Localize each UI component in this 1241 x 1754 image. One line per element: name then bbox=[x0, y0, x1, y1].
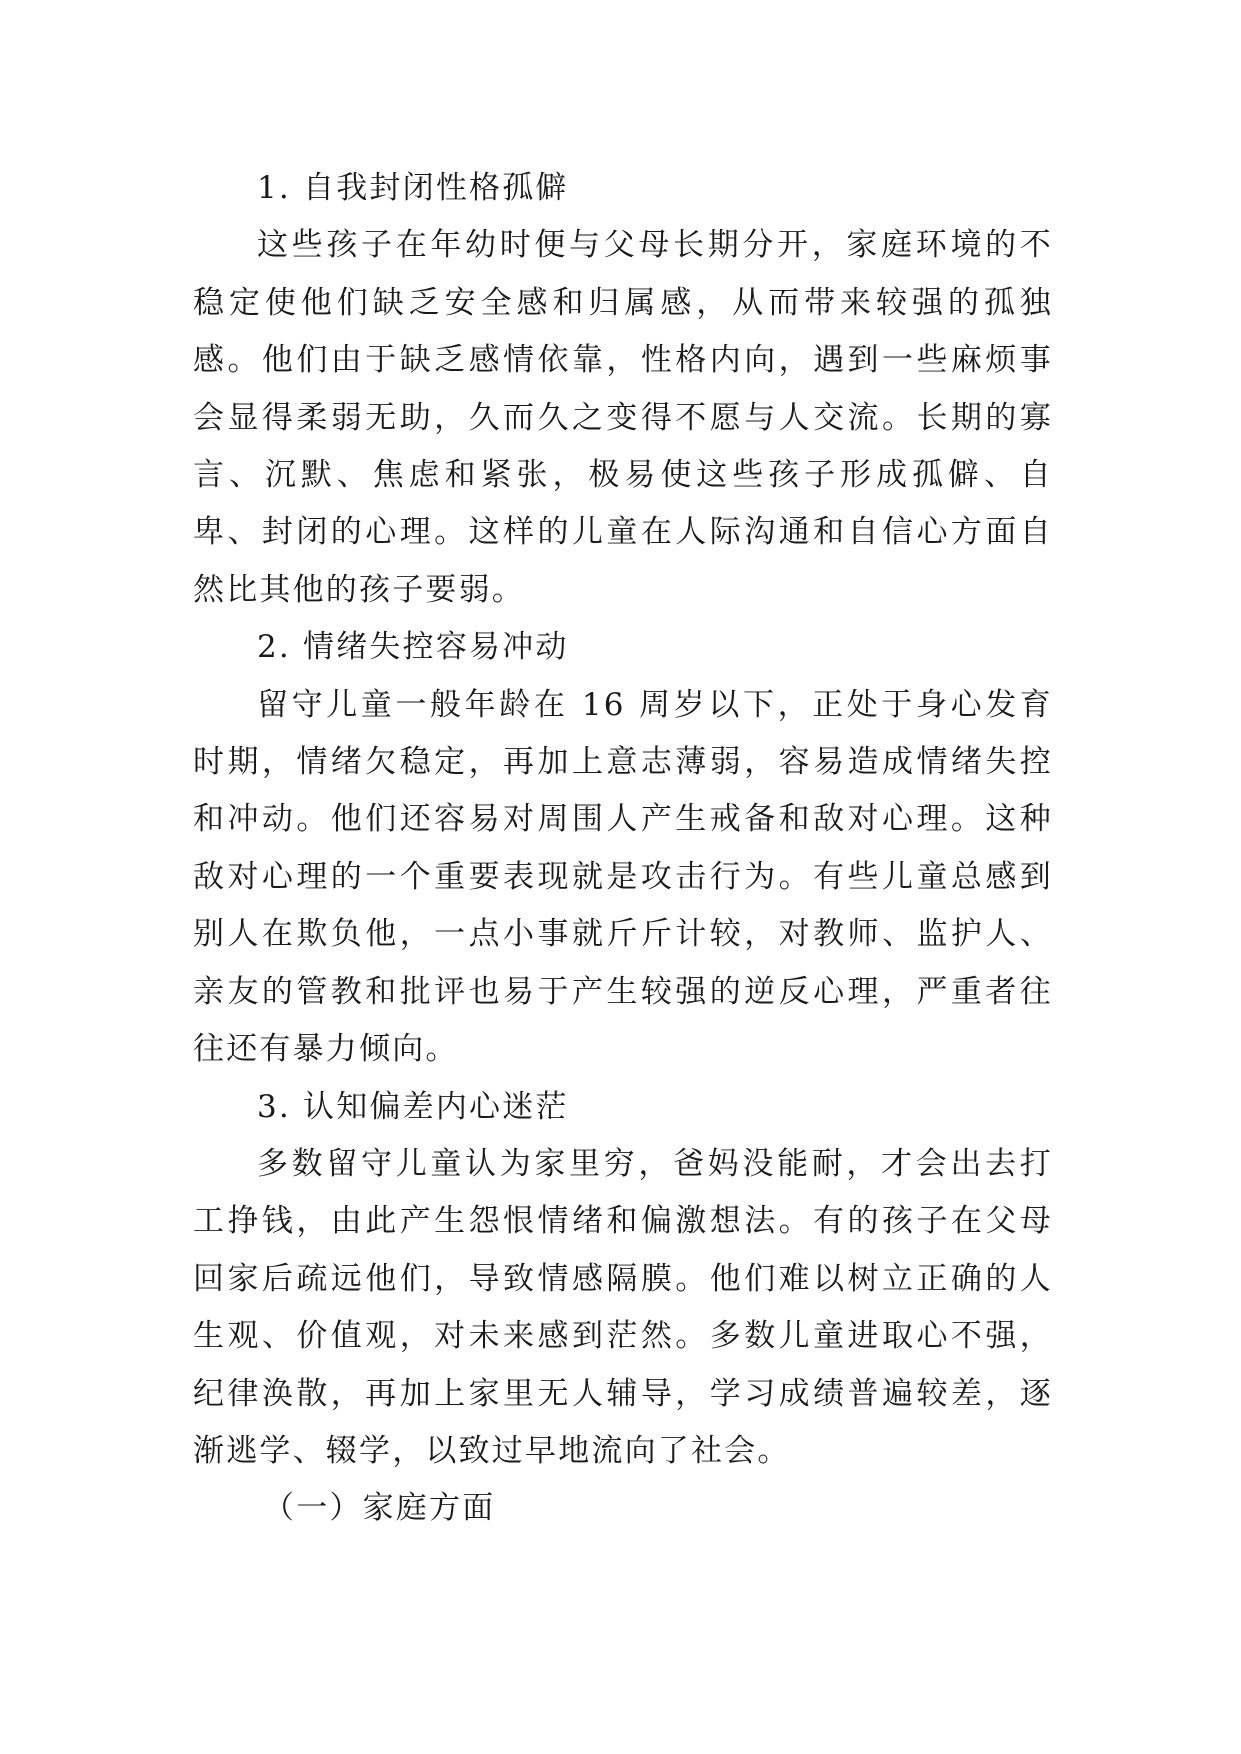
subheading-3: 3. 认知偏差内心迷茫 bbox=[257, 1088, 569, 1125]
subheading-2: 2. 情绪失控容易冲动 bbox=[257, 629, 569, 666]
section-heading: （一）家庭方面 bbox=[263, 1490, 496, 1527]
paragraph-3: 多数留守儿童认为家里穷，爸妈没能耐，才会出去打工挣钱，由此产生怨恨情绪和偏激想法。有的孩子在父母回家后疏远他们，导致情感隔膜。他们难以树立正确的人生观、价值观，对未来感到茫然。多数儿童进取心不强，纪律涣散，再加上家里无人辅导，学习成绩普遍较差，逐渐逃学、辍学，以致过早地流向了社会。 bbox=[193, 1145, 1053, 1469]
document-body bbox=[193, 160, 1053, 1538]
paragraph-2: 留守儿童一般年龄在 16 周岁以下，正处于身心发育时期，情绪欠稳定，再加上意志薄弱，容易造成情绪失控和冲动。他们还容易对周围人产生戒备和敌对心理。这种敌对心理的一个重要表现就是攻击行为。有些儿童总感到别人在欺负他，一点小事就斤斤计较，对教师、监护人、亲友的管教和批评也易于产生较强的逆反心理，严重者往往还有暴力倾向。 bbox=[193, 686, 1053, 1068]
subheading-1: 1. 自我封闭性格孤僻 bbox=[257, 170, 569, 206]
paragraph-1: 这些孩子在年幼时便与父母长期分开，家庭环境的不稳定使他们缺乏安全感和归属感，从而带来较强的孤独感。他们由于缺乏感情依靠，性格内向，遇到一些麻烦事会显得柔弱无助，久而久之变得不愿与人交流。长期的寡言、沉默、焦虑和紧张，极易使这些孩子形成孤僻、自卑、封闭的心理。这样的儿童在人际沟通和自信心方面自然比其他的孩子要弱。 bbox=[193, 227, 1053, 608]
